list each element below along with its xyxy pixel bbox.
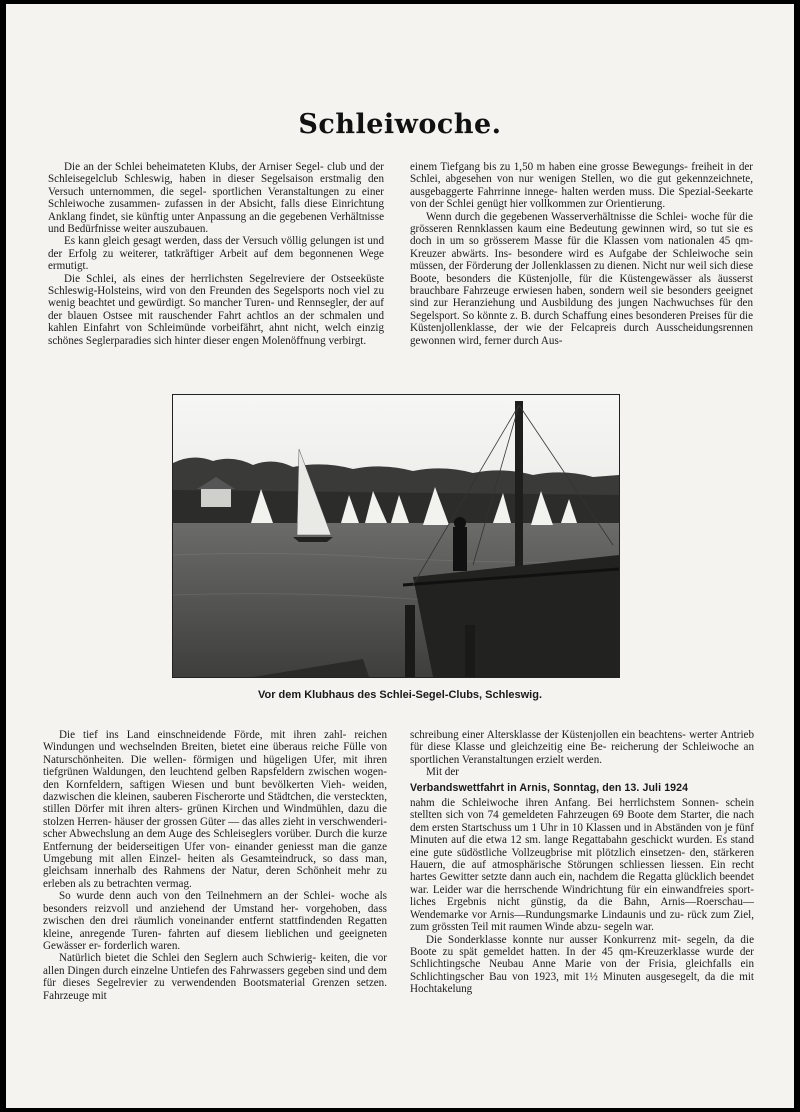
text-column-top-right xyxy=(410,161,753,347)
paragraph: Die Sonderklasse konnte nur ausser Konkurrenz mit- segeln, da die Boote zu spät gemeldet hatten. In der 45 qm-Kreuzerklasse wurde der Schlichtingsche Neubau Anne Marie von der Frisia, gleichfalls ein Schlichtingscher Bau von 1923, mit 1½ Minuten ausgesegelt, da die mit Hochtakelung xyxy=(410,933,754,996)
text-column-bottom-right xyxy=(410,729,754,996)
text-column-bottom-left xyxy=(43,729,387,1002)
sailboats-photo xyxy=(172,394,620,678)
paragraph: Wenn durch die gegebenen Wasserverhältnisse die Schlei- woche für die grösseren Rennklassen kaum eine Bedeutung gewinnen wird, so tut sie es doch in um so grösserem Masse für die Klassen vom nationalen 45 qm-Kreuzer abwärts. Ins- besondere wird es Aufgabe der Schleiwoche sein müssen, der Förderung der Jollenklassen zu dienen. Nicht nur weil sich diese Boote, besonders die Küstenjolle, für die Küstengewässer als äusserst brauchbare Fahrzeuge erwiesen haben, sondern weil sie besonders geeignet sind zur Heranziehung und Ausbildung des jungen Nachwuchses für den Segelsport. So könnte z. B. durch Schaffung eines besonderen Preises für die Küstenjollenklasse, der wie der Felcapreis durch Ausscheidungsrennen gewonnen wird, ferner durch Aus- xyxy=(410,210,753,347)
photo-caption: Vor dem Klubhaus des Schlei-Segel-Clubs, Schleswig. xyxy=(257,689,543,701)
paragraph: Die Schlei, als eines der herrlichsten Segelreviere der Ostseeküste Schleswig-Holsteins, wird von den Freunden des Segelsports noch viel zu wenig beachtet und gewürdigt. So mancher Turen- und Rennsegler, der auf der blauen Ostsee mit rauschender Fahrt achtlos an der schmalen und kahlen Einfahrt von Schleimünde vorbeifährt, ahnt nicht, welch einzig schönes Seglerparadies sich hinter dieser engen Molenöffnung verbirgt. xyxy=(48,272,384,347)
paragraph: Die an der Schlei beheimateten Klubs, der Arniser Segel- club und der Schleisegelclub Schleswig, haben in dieser Segelsaison erstmalig den Versuch unternommen, die segel- sportlichen Veranstaltungen zu einer Schleiwoche zusammen- zufassen in der Absicht, falls diese Einrichtung Anklang findet, sie künftig unter Anpassung an die gegebenen Verhältnisse und Bedürfnisse weiter auszubauen. xyxy=(48,161,384,236)
paragraph: Natürlich bietet die Schlei den Seglern auch Schwierig- keiten, die vor allen Dingen durch einzelne Untiefen des Fahrwassers gegeben sind und dem für dieses Segelrevier zu verwendenden Bootsmaterial Grenzen setzen. Fahrzeuge mit xyxy=(43,952,387,1002)
section-heading: Verbandswettfahrt in Arnis, Sonntag, den 13. Juli 1924 xyxy=(410,781,689,794)
paragraph: schreibung einer Altersklasse der Küstenjollen ein beachtens- werter Antrieb für diese Klasse und gleichzeitig eine Be- reicherung der Schleiwoche an sportlichen Veranstaltungen erzielt werden. xyxy=(410,729,754,766)
magazine-page xyxy=(6,4,794,1108)
paragraph: Mit der xyxy=(426,766,459,779)
article-title: Schleiwoche. xyxy=(298,109,502,140)
paragraph: einem Tiefgang bis zu 1,50 m haben eine grosse Bewegungs- freiheit in der Schlei, abgesehen von nur wenigen Stellen, wo die gut gekennzeichnete, ausgebaggerte Fahrrinne innege- halten werden muss. Die Spezial-Seekarte von der Schlei genügt hier vollkommen zur Orientierung. xyxy=(410,161,753,211)
text-column-top-left xyxy=(48,161,384,347)
paragraph: nahm die Schleiwoche ihren Anfang. Bei herrlichstem Sonnen- schein stellten sich von 74 gemeldeten Fahrzeugen 69 Boote dem Starter, die nach dem ersten Startschuss um 1 Uhr in 10 Klassen und in Abständen von je fünf Minuten auf die etwa 12 sm. lange Regattabahn geschickt wurden. Es stand eine gute südöstliche Vollzeugbrise mit plötzlich einsetzen- den, stärkeren Hauern, die auf atmosphärische Störungen schliessen liessen. Ein recht hartes Gewitter setzte dann auch ein, nachdem die Regatta glücklich beendet war. Leider war die herrschende Windrichtung für ein einwandfreies sport- liches Ergebnis nicht günstig, da die Bahn, Arnis—Roerschau— Wendemarke vor Arnis—Rundungsmarke Lindaunis und zu- rück zum Ziel, zum grössten Teil mit raumen Winde abzu- segeln war. xyxy=(410,797,754,934)
paragraph: Es kann gleich gesagt werden, dass der Versuch völlig gelungen ist und der Erfolg zu weiterer, tatkräftiger Arbeit auf dem begonnenen Wege ermutigt. xyxy=(48,235,384,273)
paragraph: Die tief ins Land einschneidende Förde, mit ihren zahl- reichen Windungen und wechselnden Breiten, bietet eine überaus reiche Fülle von Naturschönheiten. Die wellen- förmigen und hügeligen Ufer, mit ihren tiefgrünen Waldungen, den leuchtend gelben Rapsfeldern zwischen wogen- den Kornfeldern, saftigen Wiesen und bunt bevölkerten Vieh- weiden, dazwischen die kleinen, sauberen Fischerorte und Städtchen, die versteckten, stillen Dörfer mit ihren alters- grünen Kirchen und Windmühlen, dazu die stolzen Herren- häuser der grossen Güter — das alles zieht in verschwenderi- scher Abwechslung an dem Auge des Schleiseglers vorüber. Durch die kurze Entfernung der beiderseitigen Ufer von- einander geniesst man die ganze Umgebung mit allen Einzel- heiten als Gesamteindruck, so dass man, gleichsam innerhalb des Rahmens der Natur, deren Schönheit mehr zu erleben als zu betrachten vermag. xyxy=(43,729,387,890)
paragraph: So wurde denn auch von den Teilnehmern an der Schlei- woche als besonders reizvoll und anziehend der Umstand her- vorgehoben, dass zwischen den drei räumlich voneinander entfernt stattfindenden Regatten kleine, anregende Turen- fahrten auf diesem lieblichen und geeigneten Gewässer er- forderlich waren. xyxy=(43,890,387,952)
sailboats-photo-image xyxy=(173,395,619,677)
